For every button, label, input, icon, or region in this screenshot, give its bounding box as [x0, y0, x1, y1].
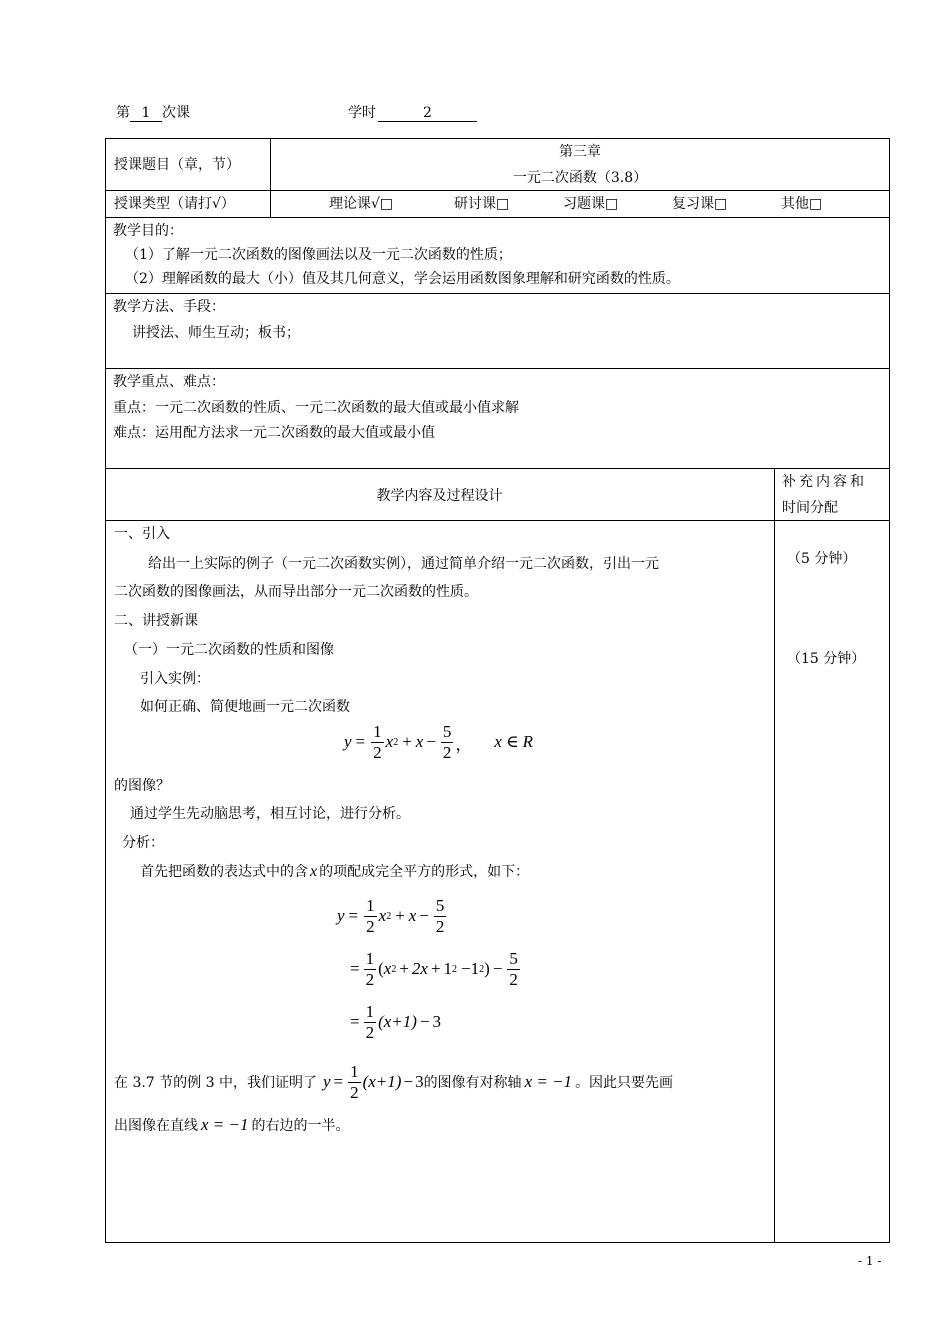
methods-text: 讲授法、师生互动；板书；: [132, 325, 300, 341]
type-option-seminar: 研讨课□: [454, 196, 510, 212]
symmetry-paragraph-line2: 出图像在直线 x = −1 的右边的一半。: [114, 1115, 350, 1134]
hours-label: [348, 104, 477, 122]
side-header-line2: 时间分配: [782, 500, 838, 516]
hours-value: 2: [378, 105, 477, 122]
objective-item: （1）了解一元二次函数的图像画法以及一元二次函数的性质；: [125, 247, 512, 263]
lesson-number-value: 1: [130, 105, 162, 122]
type-option-exercise: 习题课□: [563, 196, 619, 212]
lesson-number-label: [116, 104, 190, 122]
side-note-15min: （15 分钟）: [787, 651, 866, 667]
section-title: 一元二次函数（3.8）: [512, 170, 648, 186]
chapter-title: 第三章: [559, 144, 601, 160]
content-header: 教学内容及过程设计: [376, 488, 503, 504]
question-end-text: 的图像？: [114, 778, 170, 794]
think-text: 通过学生先动脑思考，相互讨论，进行分析。: [130, 806, 410, 822]
intro-paragraph-line2: 二次函数的图像画法，从而导出部分一元二次函数的性质。: [114, 584, 478, 600]
symmetry-paragraph-line1: 在 3.7 节的例 3 中，我们证明了 y = $\frac{1}{2}$ (x+1) − 3 的图像有对称轴 x = −1 。因此只要先画: [114, 1061, 674, 1102]
type-option-other: 其他□: [781, 196, 823, 212]
side-note-5min: （5 分钟）: [787, 551, 857, 567]
course-type-label: 授课类型（请打√）: [114, 196, 235, 212]
derivation-line2: = $\frac{1}{2}$ ( x 2 + 2x + 1 2 −1 2 ) − $\frac{5}{2}$: [350, 948, 518, 989]
keypoints-heading: 教学重点、难点：: [113, 374, 225, 390]
hours-label-text: 学时: [348, 105, 376, 121]
equation-main: y = $\frac{1}{2}$ x 2 + x − $\frac{5}{2}$ ， x ∈ R: [344, 721, 533, 762]
intro-paragraph-line1: 给出一上实际的例子（一元二次函数实例），通过简单介绍一元二次函数，引出一元: [148, 556, 659, 572]
first-step-text: 首先把函数的表达式中的含 x 的项配成完全平方的形式，如下：: [140, 863, 530, 880]
derivation-line3: = $\frac{1}{2}$ (x+1) − 3: [350, 1001, 442, 1042]
analysis-label: 分析：: [122, 835, 164, 851]
section-newlesson-title: 二、讲授新课: [114, 613, 198, 629]
lesson-suffix: 次课: [162, 105, 190, 121]
type-option-theory: 理论课√□: [329, 196, 394, 212]
type-option-review: 复习课□: [672, 196, 728, 212]
section-intro-title: 一、引入: [114, 526, 170, 542]
course-title-label: 授课题目（章，节）: [114, 157, 240, 173]
derivation-line1: y = $\frac{1}{2}$ x 2 + x − $\frac{5}{2}$: [337, 895, 445, 936]
focus-text: 重点：一元二次函数的性质、一元二次函数的最大值或最小值求解: [113, 400, 519, 416]
objective-item: （2）理解函数的最大（小）值及其几何意义，学会运用函数图象理解和研究函数的性质。: [125, 271, 680, 287]
methods-heading: 教学方法、手段：: [113, 299, 225, 315]
intro-example-label: 引入实例：: [140, 671, 210, 687]
objectives-heading: 教学目的：: [113, 223, 183, 239]
lesson-prefix: 第: [116, 105, 130, 121]
question-text: 如何正确、简便地画一元二次函数: [140, 699, 350, 715]
difficulty-text: 难点：运用配方法求一元二次函数的最大值或最小值: [113, 425, 435, 441]
subsection-title: （一）一元二次函数的性质和图像: [124, 642, 334, 658]
page-number: - 1 -: [858, 1254, 882, 1268]
side-header-line1: 补充内容和: [782, 474, 867, 490]
